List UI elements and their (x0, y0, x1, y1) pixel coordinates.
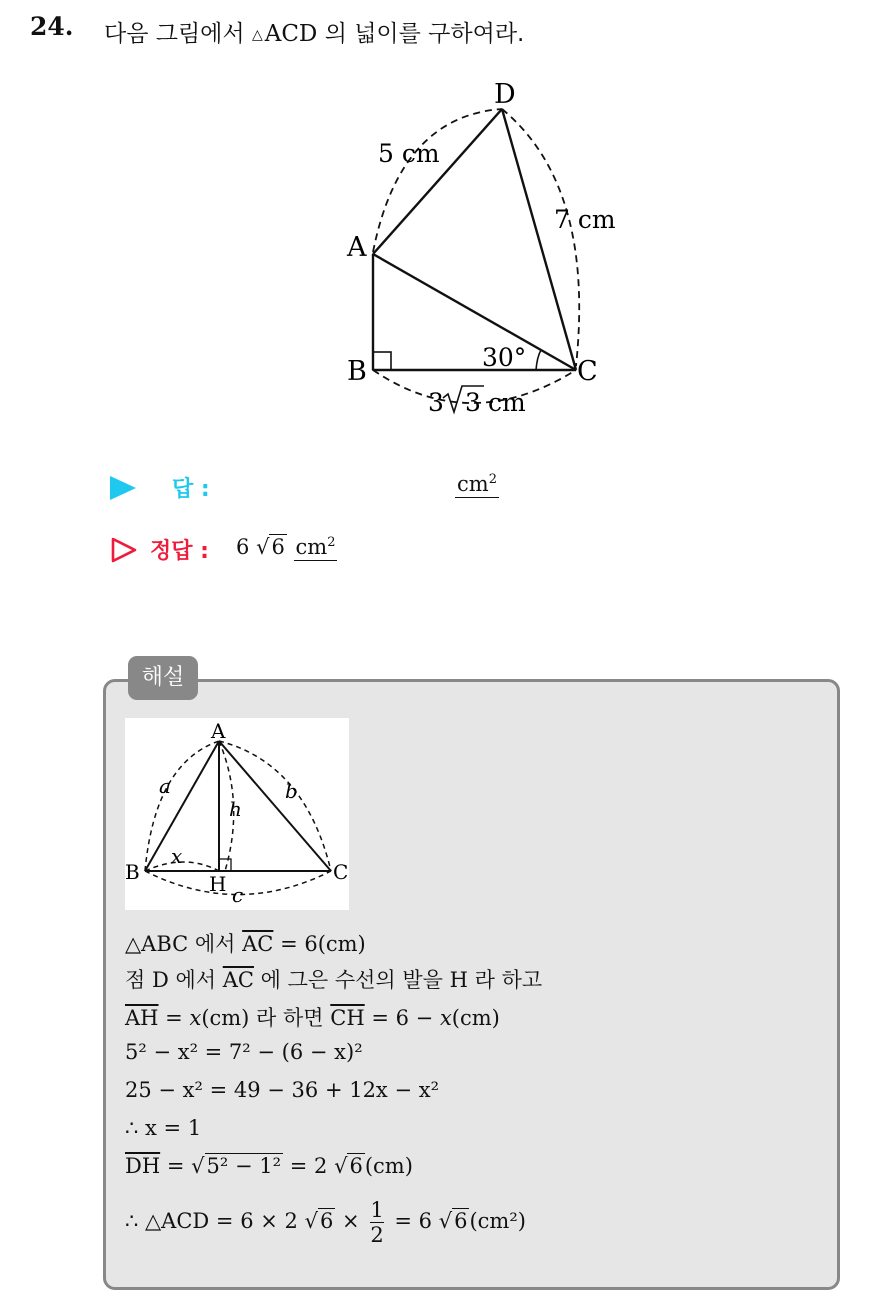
correct-label: 정답 : (150, 539, 209, 564)
sqrt-icon: √ (256, 535, 270, 559)
label-a: A (347, 232, 367, 263)
answer-row (110, 470, 530, 504)
answer-arrow-icon (110, 476, 136, 500)
line8-num: 1 (370, 1198, 384, 1222)
solution-line-6: ∴ x = 1 (125, 1116, 202, 1140)
label-d: D (494, 79, 516, 110)
sol-label-b: B (125, 860, 140, 884)
sol-label-c: C (333, 860, 349, 884)
solution-line-2 (125, 964, 542, 994)
label-c: C (577, 356, 598, 387)
angle-c: 30° (482, 343, 527, 372)
solution-line-5: 25 − x² = 49 − 36 + 12x − x² (125, 1078, 439, 1102)
line8-rad2: 6 (454, 1209, 468, 1233)
correct-radicand: 6 (271, 535, 285, 559)
sol-label-h-side: h (229, 797, 242, 821)
segment-dc (502, 109, 576, 370)
solution-tag: 해설 (128, 656, 198, 700)
line7-unit: (cm) (364, 1154, 413, 1178)
segment-ad (373, 109, 502, 254)
question-suffix: 의 넓이를 구하여라. (324, 21, 525, 47)
segment-ac (373, 254, 576, 370)
line3-c: = 6 − (371, 1006, 434, 1030)
line7-eq: = (166, 1154, 185, 1178)
correct-answer-row (110, 532, 510, 566)
line8-root: √ (304, 1209, 318, 1233)
correct-value (236, 535, 337, 559)
answer-label: 답 : (172, 477, 210, 502)
length-bc (428, 386, 526, 417)
line3-seg1: $\overline{AH}$ (125, 1006, 159, 1030)
line3-x: x (189, 1006, 202, 1030)
line1-seg: $\overline{AC}$ (242, 932, 274, 956)
line2-a: 점 D 에서 (125, 968, 217, 992)
line7-rad2: 6 (349, 1154, 363, 1178)
line2-b: 에 그은 수선의 발을 H 라 하고 (260, 968, 543, 992)
line8-unit: (cm²) (469, 1209, 526, 1233)
question-prefix: 다음 그림에서 (104, 21, 245, 47)
solution-line-1 (125, 928, 366, 958)
line7-seg: $\overline{DH}$ (125, 1154, 161, 1178)
correct-coef: 6 (236, 535, 250, 559)
length-bc-coef: 3 (428, 388, 444, 417)
line3-d: (cm) (451, 1006, 500, 1030)
right-angle-mark (373, 352, 391, 370)
length-dc: 7 cm (554, 205, 616, 234)
line7-eq2: = 2 (289, 1154, 328, 1178)
angle-arc-c (536, 350, 541, 370)
line2-seg: $\overline{AC}$ (222, 968, 254, 992)
question-text (104, 15, 524, 48)
line8-rad: 6 (319, 1209, 334, 1233)
triangle-name: ACD (264, 21, 318, 47)
correct-unit: cm (295, 535, 328, 559)
sol-label-b-side: b (285, 779, 298, 803)
line1-pre: △ABC 에서 (125, 932, 236, 956)
line3-a: = (165, 1006, 183, 1030)
length-bc-radicand: 3 (465, 388, 481, 417)
length-ad: 5 cm (378, 139, 440, 168)
line8-fraction (370, 1198, 383, 1247)
correct-unit-exp: 2 (327, 535, 336, 551)
line8-den: 2 (370, 1223, 384, 1247)
sol-label-h: H (209, 872, 227, 896)
answer-unit (455, 472, 499, 496)
triangle-figure (330, 76, 620, 426)
solution-line-7 (125, 1154, 413, 1178)
line3-seg2: $\overline{CH}$ (330, 1006, 365, 1030)
label-b: B (347, 356, 367, 387)
line8-times: × (342, 1209, 360, 1233)
triangle-symbol: △ (251, 27, 263, 43)
solution-figure (125, 718, 349, 910)
sol-label-a: A (211, 719, 226, 743)
solution-line-3 (125, 1002, 500, 1032)
line3-x2: x (439, 1006, 452, 1030)
solution-line-8 (125, 1198, 526, 1247)
line1-post: = 6(cm) (280, 932, 366, 956)
answer-unit-text: cm (457, 472, 489, 496)
line7-radicand: 5² − 1² (206, 1154, 282, 1178)
sol-label-c-side: c (232, 883, 244, 907)
line3-b: (cm) 라 하면 (201, 1006, 324, 1030)
length-bc-unit: cm (488, 388, 526, 417)
line7-root: √ (191, 1154, 205, 1178)
line7-root2: √ (334, 1154, 348, 1178)
line8-root2: √ (438, 1209, 453, 1233)
line8-pre: ∴ △ACD = 6 × 2 (125, 1209, 298, 1233)
question-number: 24. (30, 12, 74, 41)
line8-eq: = 6 (394, 1209, 433, 1233)
sol-label-x: x (171, 844, 183, 868)
answer-unit-exp: 2 (488, 472, 497, 488)
solution-line-4: 5² − x² = 7² − (6 − x)² (125, 1040, 363, 1064)
correct-arrow-icon (110, 536, 138, 564)
sol-label-a-side: a (159, 774, 171, 798)
